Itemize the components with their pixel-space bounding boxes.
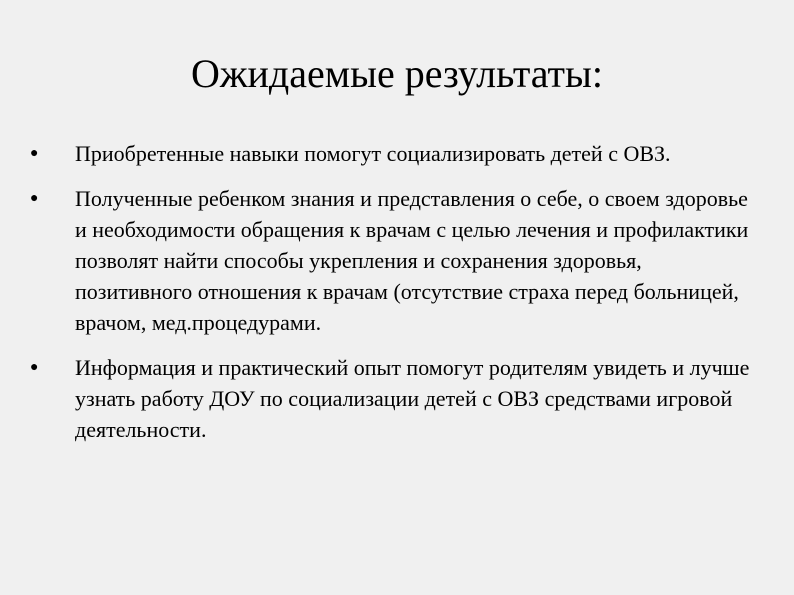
bullet-dot-icon: ● [30,146,39,161]
list-item [30,138,760,169]
bullet-dot-icon: ● [30,360,39,375]
bullet-list [30,138,760,459]
list-item-text: Приобретенные навыки помогут социализировать детей с ОВЗ. [75,141,671,166]
list-item [30,352,760,445]
list-item-text: Полученные ребенком знания и представления о себе, о своем здоровье и необходимости обращения к врачам с целью лечения и профилактики позволят найти способы укрепления и сохранения здоровья, позитивного отношения к врачам (отсутствие страха перед больницей, врачом, мед.процедурами. [75,186,749,335]
list-item [30,183,760,338]
bullet-dot-icon: ● [30,191,39,206]
list-item-text: Информация и практический опыт помогут родителям увидеть и лучше узнать работу ДОУ по социализации детей с ОВЗ средствами игровой деятельности. [75,355,750,442]
slide-title: Ожидаемые результаты: [190,51,603,96]
